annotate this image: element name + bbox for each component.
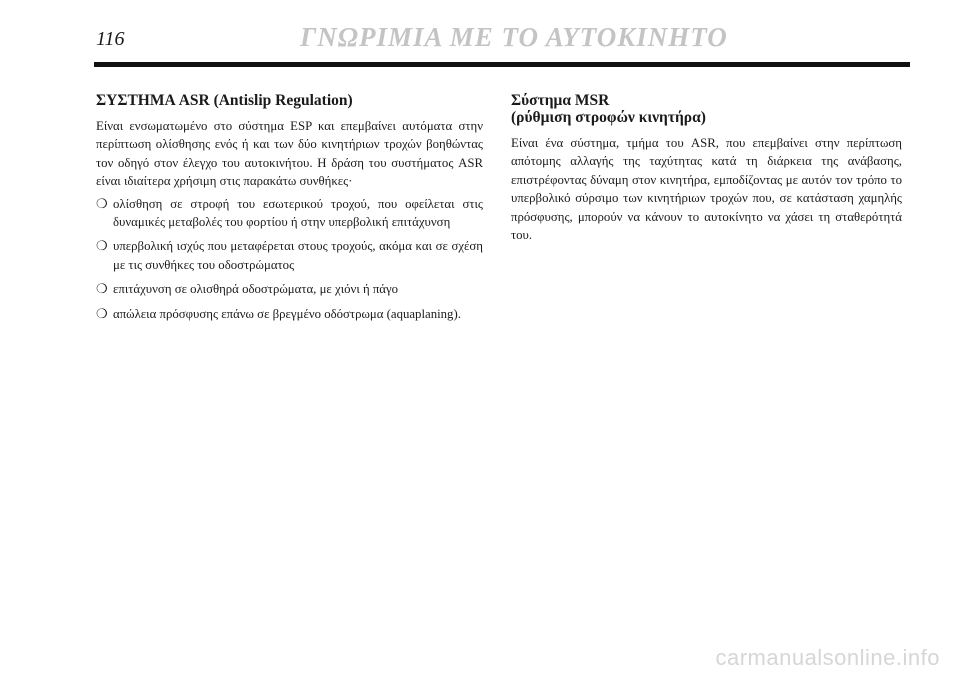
- msr-body-paragraph: Είναι ένα σύστημα, τμήμα του ASR, που επεμβαίνει στην περίπτωση απότομης αλλαγής της ταχύτητας κατά τη διάρκεια της ανάβασης, επιστρέφοντας δύναμη στον κινητήρα, εμποδίζοντας με αυτόν τον τρόπο το υπερβολικό σύρσιμο των κινητήριων τροχών που, σε κατάσταση χαμηλής πρόσφυσης, μπορούν να κάνουν το αυτοκίνητο να χάσει τη σταθερότητά του.: [511, 136, 902, 243]
- circle-bullet-icon: ❍: [96, 281, 108, 297]
- msr-heading-line-2: (ρύθμιση στροφών κινητήρα): [511, 109, 706, 126]
- header-divider: [94, 62, 910, 67]
- watermark-text: carmanualsonline.info: [715, 645, 940, 670]
- circle-bullet-icon: ❍: [96, 238, 108, 254]
- asr-section-heading: ΣΥΣΤΗΜΑ ASR (Antislip Regulation): [96, 92, 353, 109]
- left-column: [96, 92, 483, 329]
- list-item: [96, 237, 483, 274]
- msr-section-heading: [511, 92, 902, 126]
- right-column: [511, 92, 902, 244]
- chapter-title: ΓΝΩΡΙΜΙΑ ΜΕ ΤΟ ΑΥΤΟΚΙΝΗΤΟ: [300, 22, 728, 52]
- asr-conditions-list: [96, 195, 483, 323]
- page-number: 116: [96, 28, 125, 50]
- list-item-text: απώλεια πρόσφυσης επάνω σε βρεγμένο οδόστρωμα (aquaplaning).: [113, 306, 461, 321]
- circle-bullet-icon: ❍: [96, 195, 108, 211]
- asr-intro-paragraph: Είναι ενσωματωμένο στο σύστημα ESP και επεμβαίνει αυτόματα στην περίπτωση ολίσθησης ενός ή και των δύο κινητήριων τροχών βοηθώντας τον οδηγό στον έλεγχο του αυτοκινήτου. Η δράση του συστήματος ASR είναι ιδιαίτερα χρήσιμη στις παρακάτω συνθήκες·: [96, 119, 483, 189]
- list-item-text: επιτάχυνση σε ολισθηρά οδοστρώματα, με χιόνι ή πάγο: [113, 282, 399, 297]
- list-item-text: ολίσθηση σε στροφή του εσωτερικού τροχού, που οφείλεται στις δυναμικές μεταβολές του φορτίου ή στην υπερβολική επιτάχυνση: [113, 196, 483, 230]
- circle-bullet-icon: ❍: [96, 305, 108, 321]
- page-header: [90, 22, 910, 56]
- list-item: [96, 280, 483, 298]
- list-item-text: υπερβολική ισχύς που μεταφέρεται στους τροχούς, ακόμα και σε σχέση με τις συνθήκες του οδοστρώματος: [113, 239, 483, 272]
- list-item: [96, 195, 483, 232]
- msr-heading-line-1: Σύστημα MSR: [511, 92, 610, 109]
- list-item: [96, 305, 483, 323]
